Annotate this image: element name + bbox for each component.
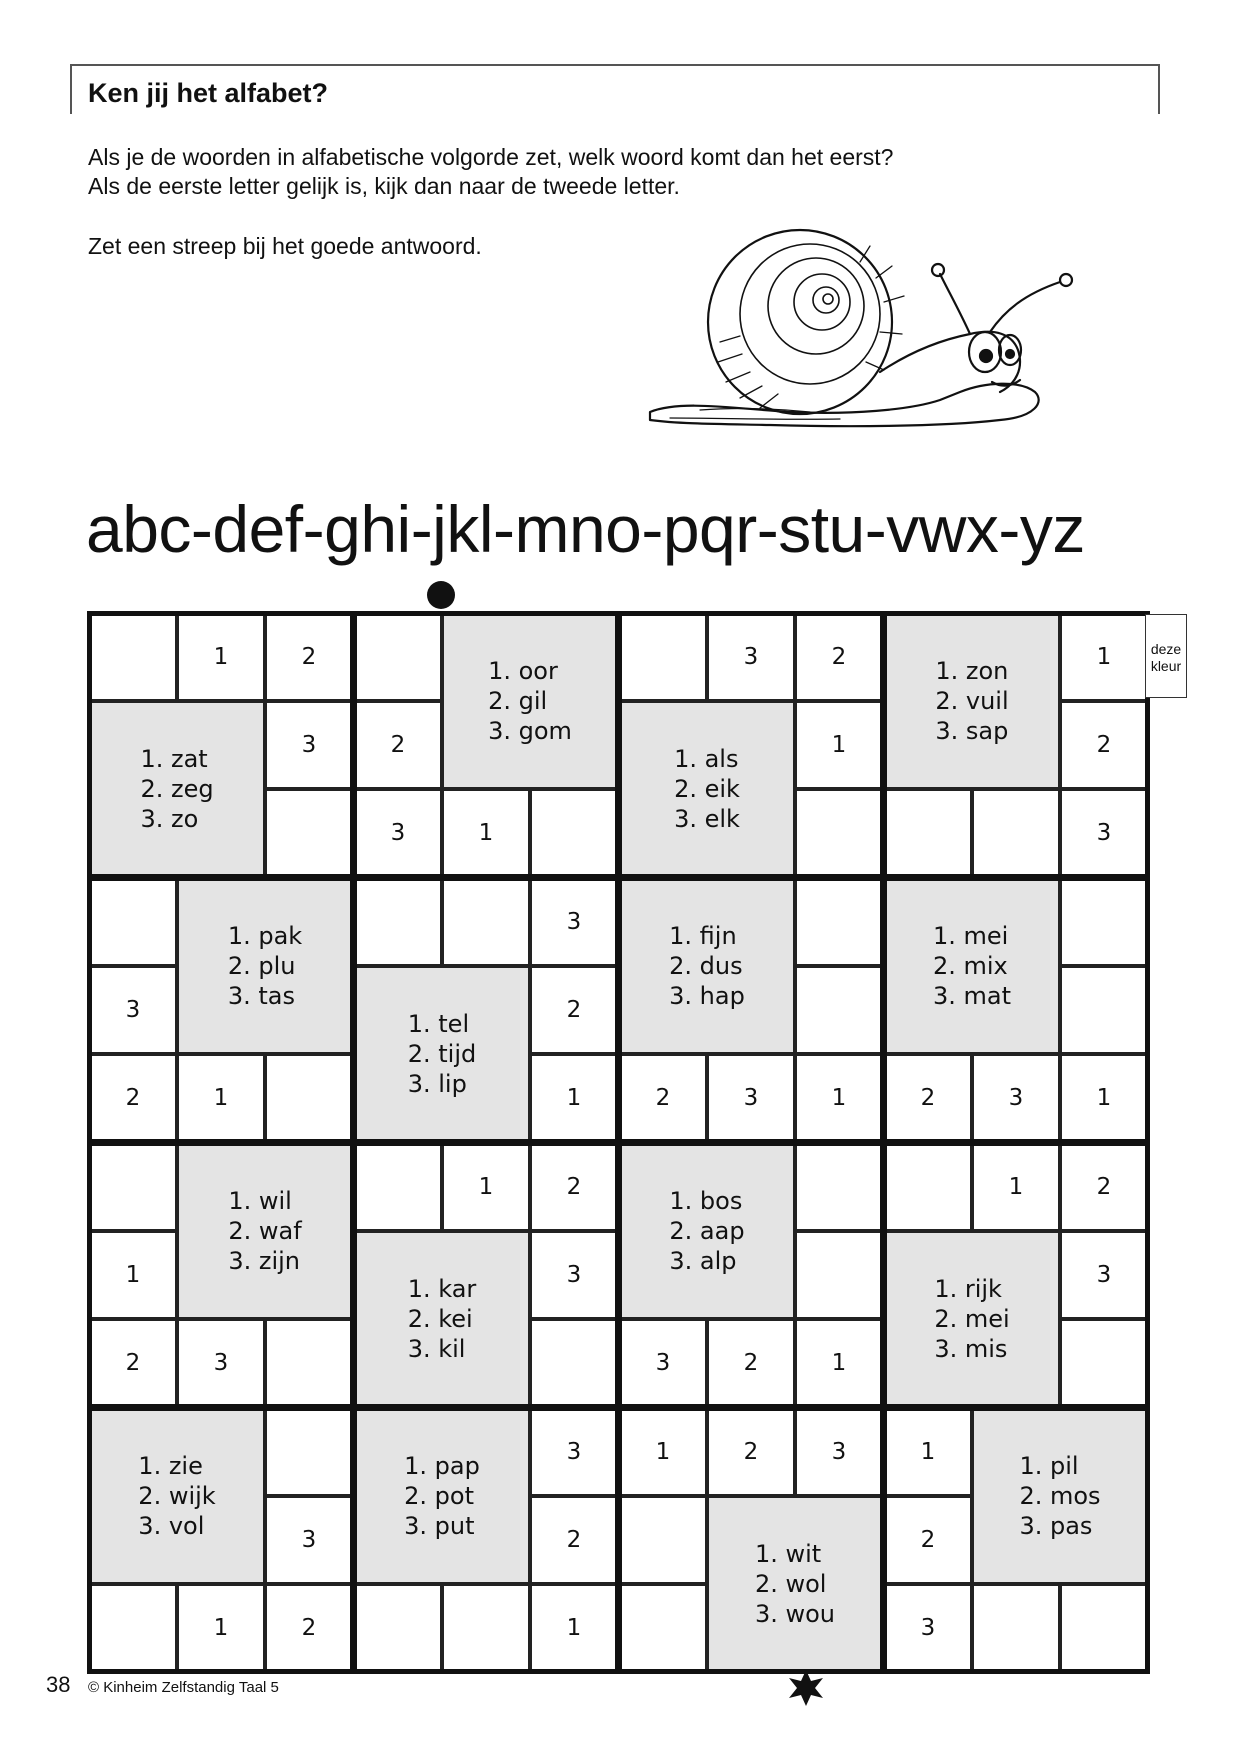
number-cell[interactable]: 2: [265, 1584, 353, 1672]
number-cell[interactable]: 2: [530, 966, 618, 1054]
number-cell[interactable]: 3: [1060, 1231, 1148, 1319]
word-list-box: [884, 1231, 1060, 1407]
number-cell[interactable]: 1: [177, 1584, 265, 1672]
number-cell[interactable]: [795, 789, 883, 877]
word-list: [935, 656, 1008, 746]
number-cell[interactable]: [265, 1054, 353, 1142]
word-option[interactable]: 2. mei: [934, 1305, 1010, 1333]
word-list: [1019, 1451, 1100, 1541]
word-option[interactable]: 2. mos: [1019, 1482, 1101, 1510]
number-cell[interactable]: [795, 966, 883, 1054]
word-option[interactable]: 1. kar: [407, 1275, 477, 1303]
number-cell[interactable]: 3: [530, 1231, 618, 1319]
number-cell[interactable]: [1060, 1319, 1148, 1407]
word-list: [674, 744, 740, 834]
number-cell[interactable]: 1: [442, 1143, 530, 1231]
alphabet-line: abc-def-ghi-jkl-mno-pqr-stu-vwx-yz: [86, 492, 1085, 566]
word-option[interactable]: 2. eik: [674, 775, 740, 803]
word-option[interactable]: 3. mat: [932, 982, 1012, 1010]
number-cell[interactable]: 1: [795, 1319, 883, 1407]
number-cell[interactable]: [89, 1584, 177, 1672]
word-option[interactable]: 3. lip: [407, 1070, 467, 1098]
number-cell[interactable]: 3: [1060, 789, 1148, 877]
word-option[interactable]: 2. aap: [669, 1217, 745, 1245]
number-cell[interactable]: 3: [530, 1408, 618, 1496]
number-cell[interactable]: [619, 1584, 707, 1672]
number-cell[interactable]: [884, 1143, 972, 1231]
word-option[interactable]: 1. wil: [228, 1187, 292, 1215]
word-option[interactable]: 2. mix: [932, 952, 1008, 980]
number-cell[interactable]: 2: [1060, 1143, 1148, 1231]
legend-line-1: deze: [1150, 641, 1182, 657]
number-cell[interactable]: 1: [177, 1054, 265, 1142]
word-list: [933, 921, 1011, 1011]
word-list: [404, 1451, 480, 1541]
word-option[interactable]: 3. put: [404, 1512, 475, 1540]
number-cell[interactable]: 3: [530, 878, 618, 966]
number-cell[interactable]: 1: [530, 1584, 618, 1672]
number-cell[interactable]: 2: [530, 1143, 618, 1231]
number-cell[interactable]: 1: [795, 701, 883, 789]
number-cell[interactable]: 2: [884, 1496, 972, 1584]
header-frame-top: [70, 64, 1160, 66]
number-cell[interactable]: 2: [530, 1496, 618, 1584]
word-option[interactable]: 3. zijn: [228, 1247, 301, 1275]
copyright-text: © Kinheim Zelfstandig Taal 5: [88, 1679, 279, 1696]
number-cell[interactable]: 1: [442, 789, 530, 877]
number-cell[interactable]: 1: [972, 1143, 1060, 1231]
word-option[interactable]: 1. fijn: [669, 922, 737, 950]
word-list-box: [884, 878, 1060, 1054]
word-option[interactable]: 1. pil: [1019, 1452, 1079, 1480]
word-option[interactable]: 3. sap: [935, 717, 1009, 745]
number-cell[interactable]: 1: [619, 1408, 707, 1496]
instruction-line-1: Als je de woorden in alfabetische volgorde zet, welk woord komt dan het eerst?: [88, 144, 894, 170]
word-option[interactable]: 3. alp: [669, 1247, 737, 1275]
number-cell[interactable]: [354, 1584, 442, 1672]
word-option[interactable]: 3. vol: [138, 1512, 205, 1540]
instruction-line-3: Zet een streep bij het goede antwoord.: [88, 233, 482, 259]
word-list-box: [177, 878, 353, 1054]
number-cell[interactable]: [354, 1143, 442, 1231]
word-list: [408, 1274, 477, 1364]
number-cell[interactable]: [795, 878, 883, 966]
word-option[interactable]: 1. pap: [404, 1452, 480, 1480]
word-list-box: [354, 966, 530, 1142]
number-cell[interactable]: [265, 789, 353, 877]
number-cell[interactable]: [89, 613, 177, 701]
word-list: [488, 656, 572, 746]
number-cell[interactable]: [265, 1408, 353, 1496]
word-option[interactable]: 2. waf: [228, 1217, 302, 1245]
number-cell[interactable]: 3: [265, 701, 353, 789]
number-cell[interactable]: [884, 789, 972, 877]
word-list-box: [619, 1143, 795, 1319]
word-option[interactable]: 1. oor: [488, 657, 558, 685]
puzzle-grid: [89, 613, 1142, 1666]
star-icon: [786, 1668, 826, 1708]
number-cell[interactable]: [972, 1584, 1060, 1672]
word-list-box: [177, 1143, 353, 1319]
number-cell[interactable]: 2: [707, 1319, 795, 1407]
number-cell[interactable]: [89, 878, 177, 966]
word-option[interactable]: 1. pak: [227, 922, 303, 950]
number-cell[interactable]: 2: [884, 1054, 972, 1142]
word-list: [140, 744, 213, 834]
number-cell[interactable]: 2: [619, 1054, 707, 1142]
header-frame-left: [70, 64, 72, 114]
number-cell[interactable]: [442, 878, 530, 966]
number-cell[interactable]: 2: [707, 1408, 795, 1496]
word-option[interactable]: 1. zie: [138, 1452, 203, 1480]
number-cell[interactable]: [354, 878, 442, 966]
word-option[interactable]: 3. tas: [227, 982, 295, 1010]
word-list-box: [972, 1408, 1148, 1584]
number-cell[interactable]: 2: [1060, 701, 1148, 789]
word-list: [228, 1186, 301, 1276]
word-option[interactable]: 1. zat: [140, 745, 208, 773]
word-list-box: [89, 1408, 265, 1584]
page-number: 38: [46, 1672, 71, 1697]
dot-marker: [427, 581, 455, 609]
legend-line-2: kleur: [1150, 658, 1182, 674]
word-option[interactable]: 3. zo: [140, 805, 199, 833]
word-option[interactable]: 3. elk: [674, 805, 740, 833]
word-option[interactable]: 2. vuil: [935, 687, 1009, 715]
number-cell[interactable]: 1: [1060, 1054, 1148, 1142]
number-cell[interactable]: [619, 1496, 707, 1584]
number-cell[interactable]: 3: [884, 1584, 972, 1672]
word-option[interactable]: 2. gil: [488, 687, 548, 715]
word-option[interactable]: 2. zeg: [140, 775, 214, 803]
word-list-box: [707, 1496, 883, 1672]
word-option[interactable]: 1. bos: [669, 1187, 743, 1215]
word-option[interactable]: 2. kei: [407, 1305, 473, 1333]
word-list: [755, 1539, 835, 1629]
word-option[interactable]: 1. mei: [932, 922, 1009, 950]
snail-icon: [640, 222, 1090, 452]
word-list: [138, 1451, 215, 1541]
number-cell[interactable]: 3: [972, 1054, 1060, 1142]
page-title: Ken jij het alfabet?: [88, 78, 329, 108]
number-cell[interactable]: 2: [89, 1054, 177, 1142]
word-option[interactable]: 3. hap: [669, 982, 745, 1010]
number-cell[interactable]: 3: [354, 789, 442, 877]
number-cell[interactable]: 3: [795, 1408, 883, 1496]
number-cell[interactable]: [89, 1143, 177, 1231]
number-cell[interactable]: 3: [89, 966, 177, 1054]
word-list: [934, 1274, 1009, 1364]
number-cell[interactable]: 2: [265, 613, 353, 701]
number-cell[interactable]: [1060, 966, 1148, 1054]
number-cell[interactable]: 2: [89, 1319, 177, 1407]
number-cell[interactable]: 3: [177, 1319, 265, 1407]
number-cell[interactable]: [354, 613, 442, 701]
number-cell[interactable]: [530, 1319, 618, 1407]
word-option[interactable]: 3. mis: [934, 1335, 1008, 1363]
word-option[interactable]: 2. wijk: [138, 1482, 216, 1510]
word-option[interactable]: 2. pot: [404, 1482, 474, 1510]
number-cell[interactable]: 1: [1060, 613, 1148, 701]
number-cell[interactable]: 2: [795, 613, 883, 701]
number-cell[interactable]: 1: [530, 1054, 618, 1142]
word-list-box: [619, 878, 795, 1054]
number-cell[interactable]: 1: [177, 613, 265, 701]
number-cell[interactable]: 3: [707, 613, 795, 701]
number-cell[interactable]: [530, 789, 618, 877]
word-option[interactable]: 2. dus: [669, 952, 743, 980]
number-cell[interactable]: 3: [707, 1054, 795, 1142]
number-cell[interactable]: [795, 1231, 883, 1319]
number-cell[interactable]: 3: [619, 1319, 707, 1407]
word-option[interactable]: 1. als: [674, 745, 739, 773]
word-option[interactable]: 1. zon: [935, 657, 1009, 685]
word-option[interactable]: 2. wol: [754, 1570, 827, 1598]
number-cell[interactable]: 1: [89, 1231, 177, 1319]
number-cell[interactable]: 2: [354, 701, 442, 789]
word-option[interactable]: 3. kil: [407, 1335, 466, 1363]
word-option[interactable]: 1. tel: [407, 1010, 470, 1038]
word-option[interactable]: 3. pas: [1019, 1512, 1093, 1540]
word-option[interactable]: 2. tijd: [407, 1040, 477, 1068]
word-list: [669, 1186, 744, 1276]
word-list: [408, 1009, 477, 1099]
word-option[interactable]: 1. wit: [754, 1540, 822, 1568]
number-cell[interactable]: 1: [795, 1054, 883, 1142]
color-legend-box: [1145, 614, 1187, 698]
word-list-box: [884, 613, 1060, 789]
word-option[interactable]: 3. gom: [488, 717, 572, 745]
header-frame-right: [1158, 64, 1160, 114]
word-list-box: [619, 701, 795, 877]
word-option[interactable]: 1. rijk: [934, 1275, 1002, 1303]
word-list-box: [354, 1231, 530, 1407]
number-cell[interactable]: [442, 1584, 530, 1672]
number-cell[interactable]: [619, 613, 707, 701]
word-list-box: [442, 613, 618, 789]
number-cell[interactable]: [265, 1319, 353, 1407]
word-list: [669, 921, 745, 1011]
number-cell[interactable]: 1: [884, 1408, 972, 1496]
word-list: [228, 921, 302, 1011]
instruction-line-2: Als de eerste letter gelijk is, kijk dan naar de tweede letter.: [88, 173, 680, 199]
word-option[interactable]: 2. plu: [227, 952, 296, 980]
word-option[interactable]: 3. wou: [754, 1600, 836, 1628]
number-cell[interactable]: 3: [265, 1496, 353, 1584]
word-list-box: [89, 701, 265, 877]
word-list-box: [354, 1408, 530, 1584]
number-cell[interactable]: [972, 789, 1060, 877]
number-cell[interactable]: [1060, 1584, 1148, 1672]
number-cell[interactable]: [795, 1143, 883, 1231]
number-cell[interactable]: [1060, 878, 1148, 966]
